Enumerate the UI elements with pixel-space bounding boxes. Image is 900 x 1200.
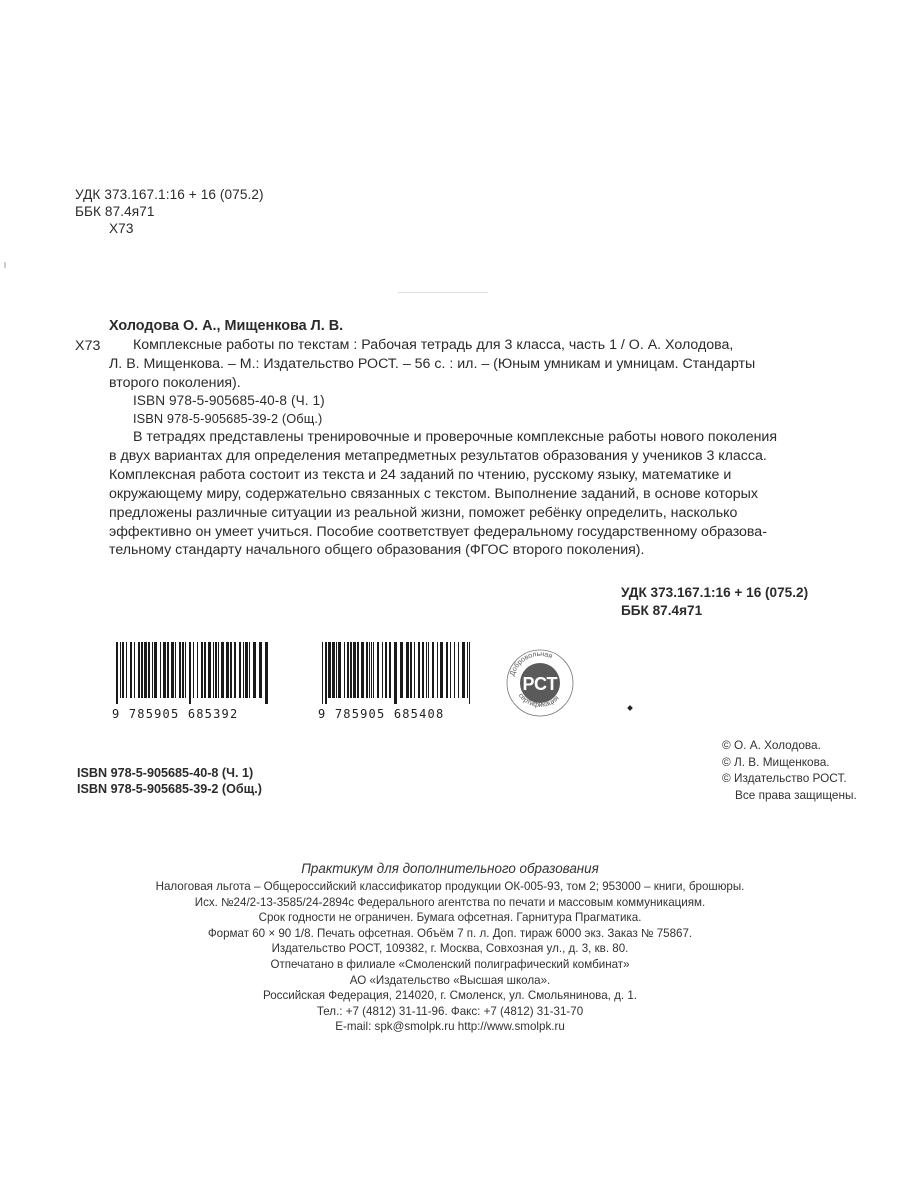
imprint-line: Срок годности не ограничен. Бумага офсетная. Гарнитура Прагматика. (258, 911, 642, 925)
biblio-line: второго поколения). (109, 374, 241, 391)
imprint-line: E-mail: spk@smolpk.ru http://www.smolpk.ru (335, 1020, 565, 1034)
imprint-line: Издательство РОСТ, 109382, г. Москва, Совхозная ул., д. 3, кв. 80. (271, 942, 629, 956)
biblio-author-mark: Х73 (75, 338, 101, 354)
cert-ring-top: Добровольная (509, 650, 554, 677)
copyright-line: © О. А. Холодова. (722, 738, 821, 752)
rst-cert-icon (505, 648, 575, 718)
imprint-line: Тел.: +7 (4812) 31-11-96. Факс: +7 (4812) 31-31-70 (316, 1004, 584, 1018)
abstract-line: в двух вариантах для определения метапредметных результатов образования у учеников 3 класса. (109, 447, 767, 464)
imprint-series: Практикум для дополнительного образования (301, 861, 599, 876)
cert-letters: РСТ (522, 674, 558, 694)
divider-mark (398, 292, 488, 293)
bottom-isbn-2: ISBN 978-5-905685-39-2 (Общ.) (77, 782, 263, 796)
udk-code: УДК 373.167.1:16 + 16 (075.2) (75, 187, 264, 202)
barcode-icon (318, 642, 478, 704)
biblio-description (109, 336, 755, 393)
abstract-line: окружающему миру, содержательно связанных с текстом. Выполнение заданий, в основе которых (109, 485, 758, 502)
abstract-line: предложены различные ситуации из реальной жизни, поможет ребёнку определить, насколько (109, 504, 738, 521)
barcode-isbn-part1 (318, 642, 478, 720)
barcode-isbn-general (112, 642, 272, 720)
biblio-isbn-2: ISBN 978-5-905685-39-2 (Общ.) (133, 411, 323, 426)
abstract-line: тельному стандарту начального общего образования (ФГОС второго поколения). (109, 542, 645, 559)
right-bbk-code: ББК 87.4я71 (621, 603, 703, 618)
imprint-line: АО «Издательство «Высшая школа». (349, 973, 551, 987)
biblio-authors: Холодова О. А., Мищенкова Л. В. (109, 318, 344, 334)
biblio-line: Л. В. Мищенкова. – М.: Издательство РОСТ. – 56 с. : ил. – (Юным умникам и умницам. Стандарты (109, 355, 756, 372)
barcode-icon (112, 642, 272, 704)
abstract-line: В тетрадях представлены тренировочные и проверочные комплексные работы нового поколения (133, 429, 778, 445)
biblio-line: Комплексные работы по текстам : Рабочая тетрадь для 3 класса, часть 1 / О. А. Холодова, (133, 337, 734, 353)
barcode-number: 9 785905 685392 (112, 707, 239, 721)
imprint-line: Налоговая льгота – Общероссийский классификатор продукции ОК-005-93, том 2; 953000 – книги, брошюры. (155, 880, 745, 893)
margin-mark (4, 262, 6, 268)
imprint-line: Формат 60 × 90 1/8. Печать офсетная. Объём 7 п. л. Доп. тираж 6000 экз. Заказ № 75867. (207, 926, 693, 940)
cert-ring-bottom: сертификация (516, 692, 561, 709)
copyright-line: © Л. В. Мищенкова. (722, 754, 830, 769)
copyright-line: © Издательство РОСТ. (722, 771, 847, 785)
biblio-isbn-1: ISBN 978-5-905685-40-8 (Ч. 1) (133, 393, 325, 408)
copyright-block (722, 737, 857, 803)
imprint-line: Российская Федерация, 214020, г. Смоленск, ул. Смольянинова, д. 1. (263, 989, 637, 1003)
certification-logo (505, 648, 575, 718)
abstract-line: эффективно он умеет учиться. Пособие соответствует федеральному государственному образова- (109, 523, 767, 540)
abstract (109, 428, 777, 560)
bottom-isbn-1: ISBN 978-5-905685-40-8 (Ч. 1) (77, 766, 254, 780)
barcode-number: 9 785905 685408 (318, 707, 445, 721)
author-mark: Х73 (109, 221, 134, 236)
imprint (0, 860, 900, 1035)
imprint-line: Исх. №24/2-13-3585/24-2894с Федерального агентства по печати и массовым коммуникациям. (194, 895, 706, 909)
abstract-line: Комплексная работа состоит из текста и 24 заданий по чтению, русскому языку, математике и (109, 466, 732, 483)
right-udk-code: УДК 373.167.1:16 + 16 (075.2) (621, 585, 809, 600)
dot-mark (627, 705, 633, 711)
imprint-line: Отпечатано в филиале «Смоленский полиграфический комбинат» (270, 957, 630, 971)
bbk-code: ББК 87.4я71 (75, 204, 155, 219)
rights-reserved: Все права защищены. (735, 787, 857, 802)
